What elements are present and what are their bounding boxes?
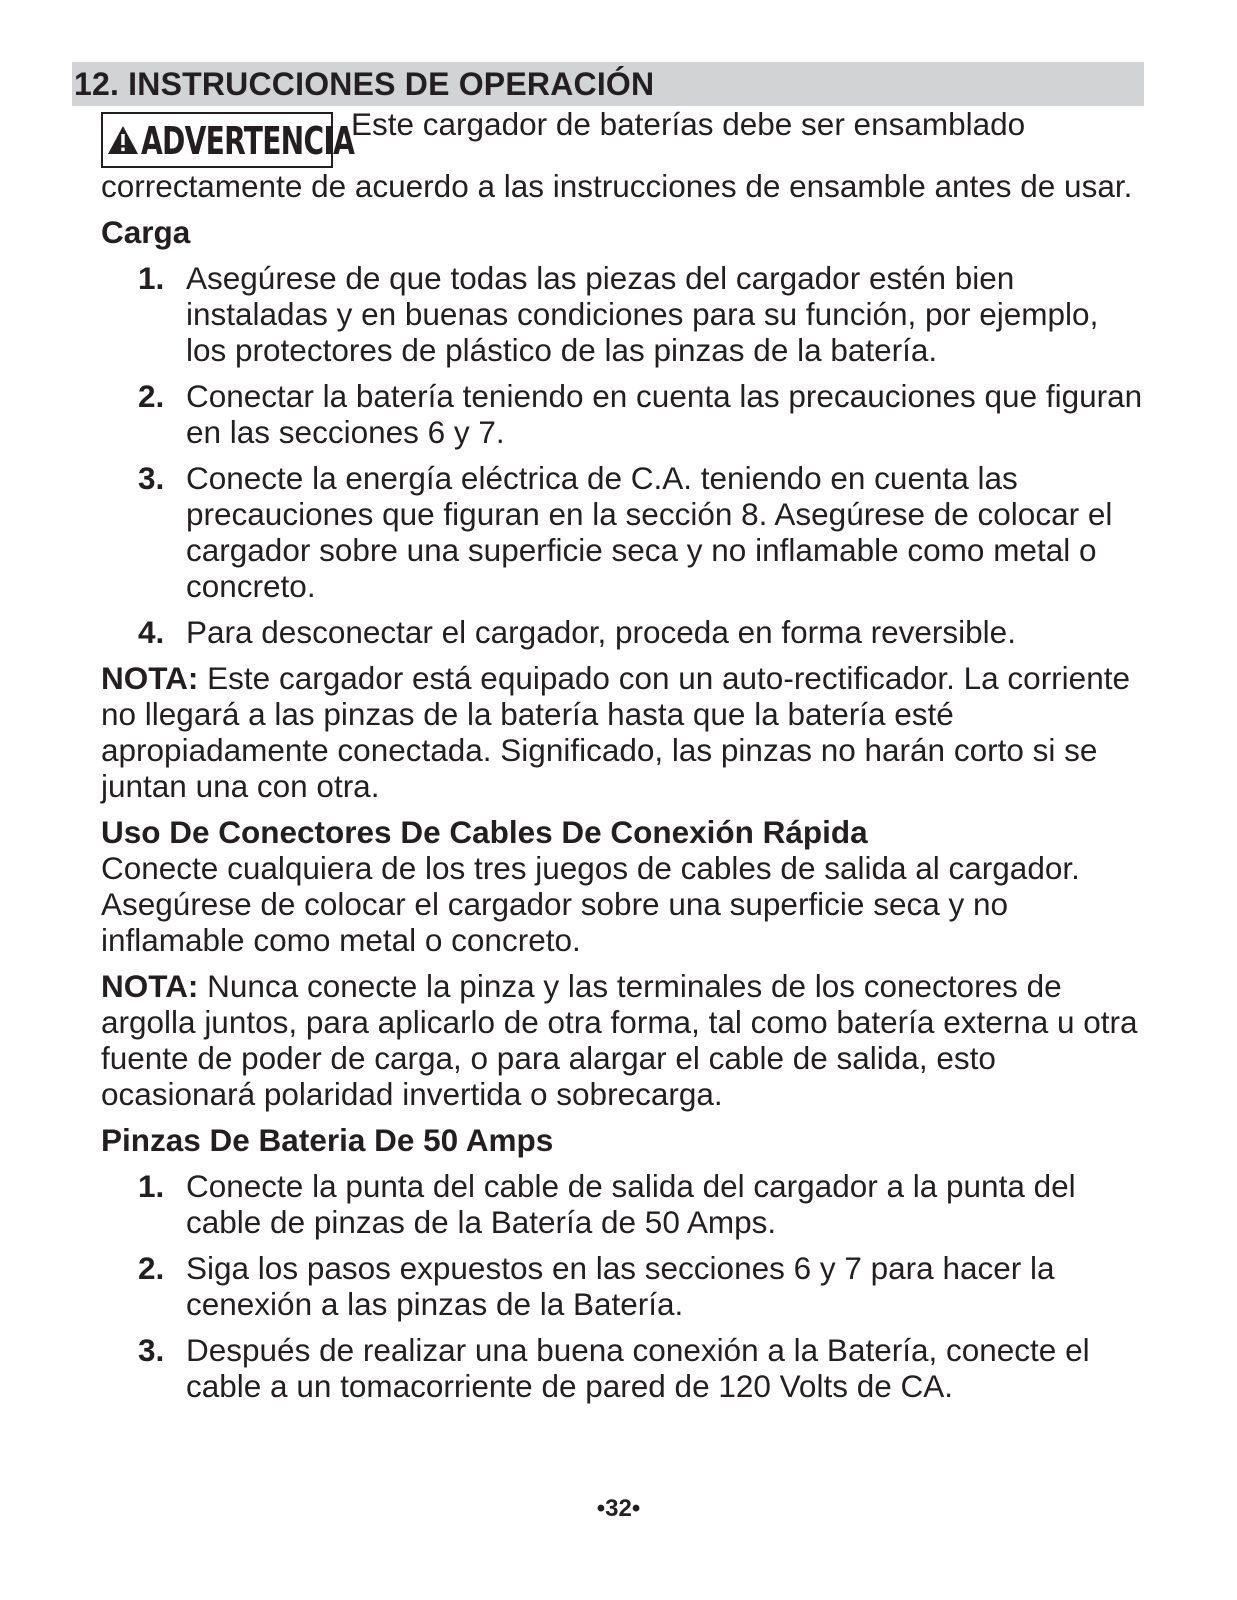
page-content: [101, 106, 1146, 1414]
pinzas-heading: Pinzas De Bateria De 50 Amps: [101, 1122, 554, 1158]
step-text: Después de realizar una buena conexión a la Batería, conecte el cable a un tomacorriente de pared de 120 Volts de CA.: [186, 1332, 1090, 1404]
warning-text: Este cargador de baterías debe ser ensamblado correctamente de acuerdo a las instrucciones de ensamble antes de usar.: [101, 106, 1133, 204]
page-number: •32•: [596, 1495, 641, 1522]
warning-badge: [101, 112, 355, 168]
conectores-text: Conecte cualquiera de los tres juegos de cables de salida al cargador. Asegúrese de colocar el cargador sobre una superficie seca y no inflamable como metal o concreto.: [101, 850, 1080, 958]
note-label: NOTA:: [101, 968, 199, 1004]
conectores-heading: Uso De Conectores De Cables De Conexión Rápida: [101, 814, 868, 850]
step-number: 2.: [138, 1250, 165, 1286]
step-text: Asegúrese de que todas las piezas del cargador estén bien instaladas y en buenas condiciones para su función, por ejemplo, los protectores de plástico de las pinzas de la batería.: [186, 260, 1099, 368]
note-text: Nunca conecte la pinza y las terminales de los conectores de argolla juntos, para aplicarlo de otra forma, tal como batería externa u otra fuente de poder de carga, o para alargar el cable de salida, esto ocasionará polaridad invertida o sobrecarga.: [101, 968, 1138, 1112]
list-item: [101, 614, 1146, 650]
warning-badge-label: ADVERTENCIA: [141, 118, 355, 163]
note-paragraph: [101, 968, 1146, 1112]
step-text: Conecte la punta del cable de salida del cargador a la punta del cable de pinzas de la Batería de 50 Amps.: [186, 1168, 1076, 1240]
warning-triangle-icon: [107, 125, 139, 155]
warning-paragraph: [101, 106, 1146, 204]
step-text: Conectar la batería teniendo en cuenta las precauciones que figuran en las secciones 6 y 7.: [186, 378, 1143, 450]
step-number: 3.: [138, 1332, 165, 1368]
carga-heading: Carga: [101, 214, 191, 250]
list-item: [101, 378, 1146, 450]
step-text: Para desconectar el cargador, proceda en forma reversible.: [186, 614, 1016, 650]
list-item: [101, 1332, 1146, 1404]
list-item: [101, 1250, 1146, 1322]
pinzas-steps-list: [101, 1168, 1146, 1404]
step-text: Conecte la energía eléctrica de C.A. teniendo en cuenta las precauciones que figuran en la sección 8. Asegúrese de colocar el cargador sobre una superficie seca y no inflamable como metal o concreto.: [186, 460, 1113, 604]
note-paragraph: [101, 660, 1146, 804]
list-item: [101, 1168, 1146, 1240]
step-number: 4.: [138, 614, 165, 650]
carga-steps-list: [101, 260, 1146, 650]
step-number: 2.: [138, 378, 165, 414]
list-item: [101, 460, 1146, 604]
step-number: 1.: [138, 1168, 165, 1204]
note-text: Este cargador está equipado con un auto-rectificador. La corriente no llegará a las pinzas de la batería hasta que la batería esté apropiadamente conectada. Significado, las pinzas no harán corto si se juntan una con otra.: [101, 660, 1130, 804]
step-text: Siga los pasos expuestos en las secciones 6 y 7 para hacer la cenexión a las pinzas de la Batería.: [186, 1250, 1055, 1322]
list-item: [101, 260, 1146, 368]
step-number: 3.: [138, 460, 165, 496]
step-number: 1.: [138, 260, 165, 296]
section-title: 12. INSTRUCCIONES DE OPERACIÓN: [74, 66, 655, 102]
note-label: NOTA:: [101, 660, 199, 696]
section-header-bar: [72, 62, 1144, 106]
